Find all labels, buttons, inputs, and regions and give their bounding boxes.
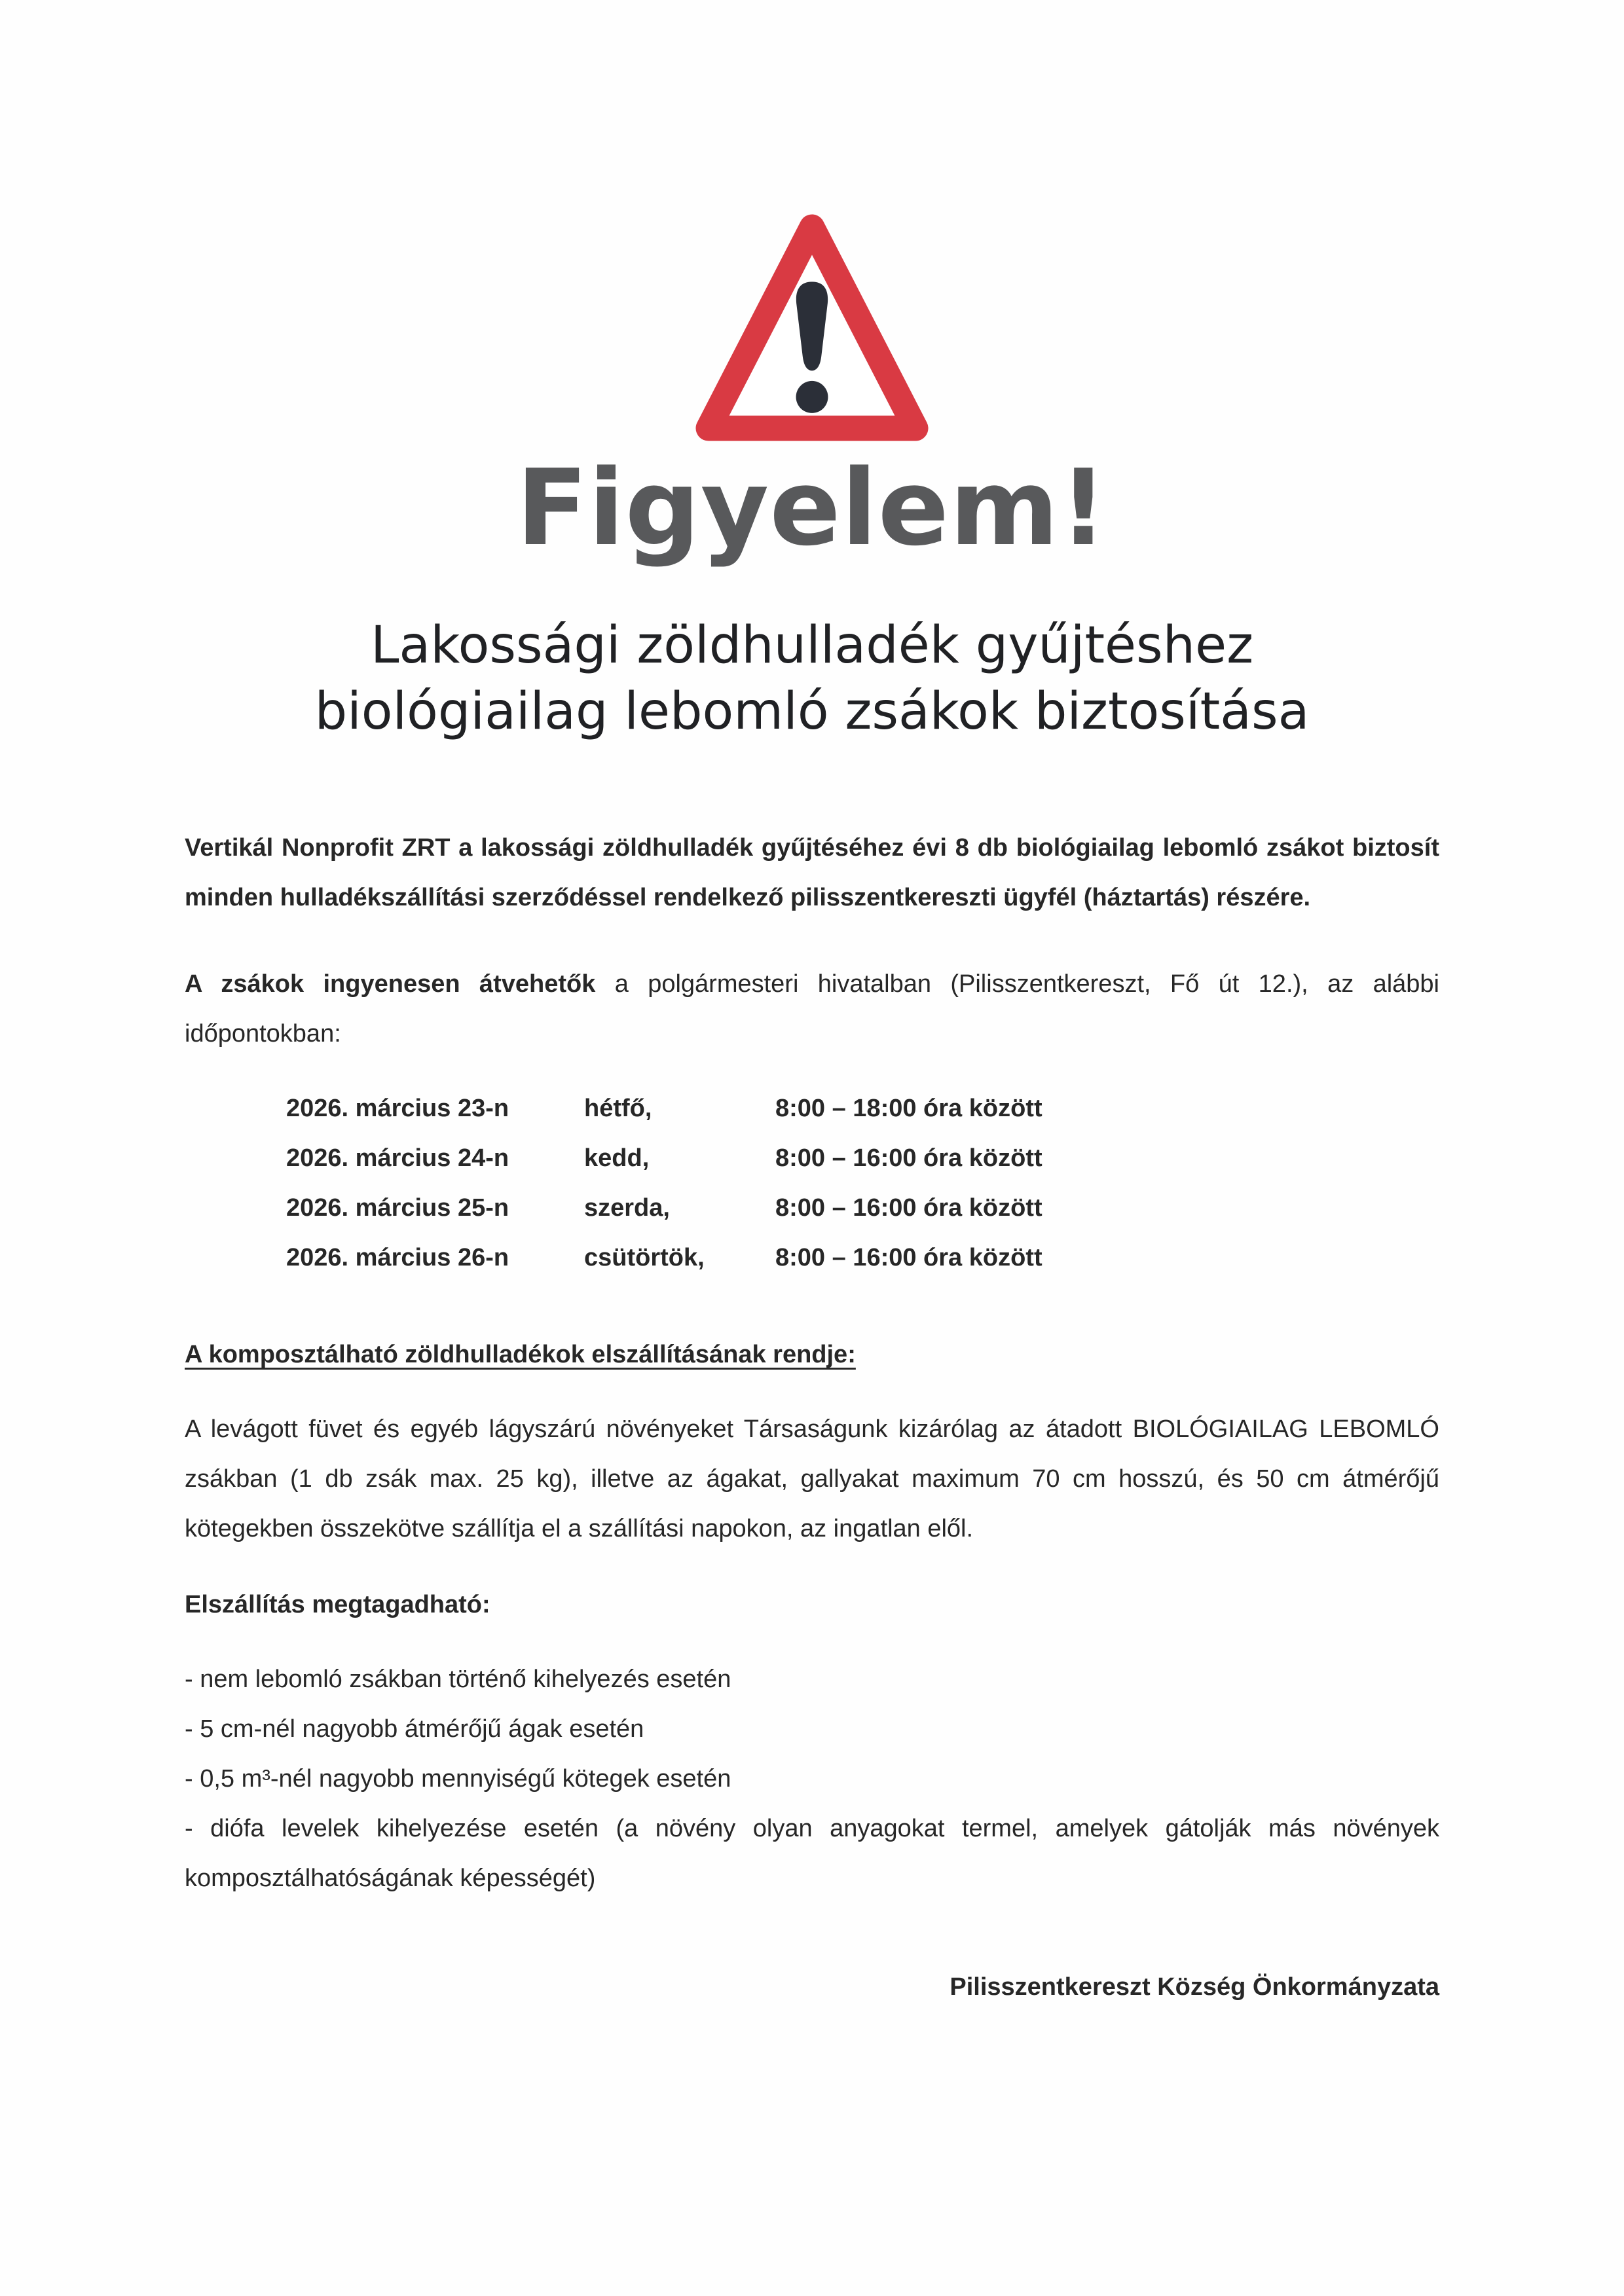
refusal-list-item: - diófa levelek kihelyezése esetén (a növény olyan anyagokat termel, amelyek gátolják más növények komposztálhatóságának képességét) <box>185 1814 1439 1892</box>
refusal-list-item: - nem lebomló zsákban történő kihelyezés esetén <box>185 1665 731 1693</box>
subtitle-line-1: Lakossági zöldhulladék gyűjtéshez <box>370 616 1254 675</box>
signature-line: Pilisszentkereszt Község Önkormányzata <box>950 1973 1439 2001</box>
transport-paragraph: A levágott füvet és egyéb lágyszárú növényeket Társaságunk kizárólag az átadott BIOLÓGIAILAG LEBOMLÓ zsákban (1 db zsák max. 25 kg), illetve az ágakat, gallyakat maximum 70 cm hosszú, és 50 cm átmérőjű kötegekben összekötve szállítja el a szállítási napokon, az ingatlan elől. <box>185 1415 1439 1542</box>
schedule-row <box>286 1133 1439 1183</box>
schedule-time: 8:00 – 16:00 óra között <box>775 1243 1043 1271</box>
schedule-time: 8:00 – 16:00 óra között <box>775 1194 1043 1222</box>
page-subtitle <box>0 613 1624 746</box>
subtitle-line-2: biológiailag lebomló zsákok biztosítása <box>314 682 1310 742</box>
schedule-date: 2026. március 26-n <box>286 1243 509 1271</box>
schedule-day: hétfő, <box>584 1094 652 1122</box>
intro-paragraph: Vertikál Nonprofit ZRT a lakossági zöldhulladék gyűjtéséhez évi 8 db biológiailag lebomló zsákot biztosít minden hulladékszállítási szerződéssel rendelkező pilisszentkereszti ügyfél (háztartás) részére. <box>185 833 1439 911</box>
schedule-day: csütörtök, <box>584 1243 705 1271</box>
refusal-list <box>185 1654 1439 1903</box>
refusal-list-item: - 5 cm-nél nagyobb átmérőjű ágak esetén <box>185 1715 644 1743</box>
pickup-schedule <box>286 1084 1439 1283</box>
schedule-day: kedd, <box>584 1144 650 1172</box>
pickup-paragraph <box>185 959 1439 1059</box>
pickup-lead-bold: A zsákok ingyenesen átvehetők <box>185 970 596 998</box>
exclamation-dot <box>796 381 828 413</box>
refusal-section-heading: Elszállítás megtagadható: <box>185 1590 490 1618</box>
schedule-row <box>286 1084 1439 1133</box>
schedule-row <box>286 1233 1439 1283</box>
schedule-day: szerda, <box>584 1194 670 1222</box>
warning-icon-container <box>0 0 1624 446</box>
pickup-rest: a polgármesteri hivatalban (Pilisszentkereszt, Fő út 12.), az alábbi időpontokban: <box>185 970 1439 1048</box>
schedule-date: 2026. március 23-n <box>286 1094 509 1122</box>
schedule-date: 2026. március 25-n <box>286 1194 509 1222</box>
transport-section-heading: A komposztálható zöldhulladékok elszállításának rendje: <box>185 1340 856 1368</box>
page-title: Figyelem! <box>516 446 1108 569</box>
schedule-row <box>286 1183 1439 1233</box>
schedule-time: 8:00 – 18:00 óra között <box>775 1094 1043 1122</box>
document-content <box>0 823 1624 2012</box>
refusal-list-item: - 0,5 m³-nél nagyobb mennyiségű kötegek esetén <box>185 1764 731 1793</box>
schedule-date: 2026. március 24-n <box>286 1144 509 1172</box>
warning-triangle-icon <box>690 210 934 444</box>
schedule-time: 8:00 – 16:00 óra között <box>775 1144 1043 1172</box>
